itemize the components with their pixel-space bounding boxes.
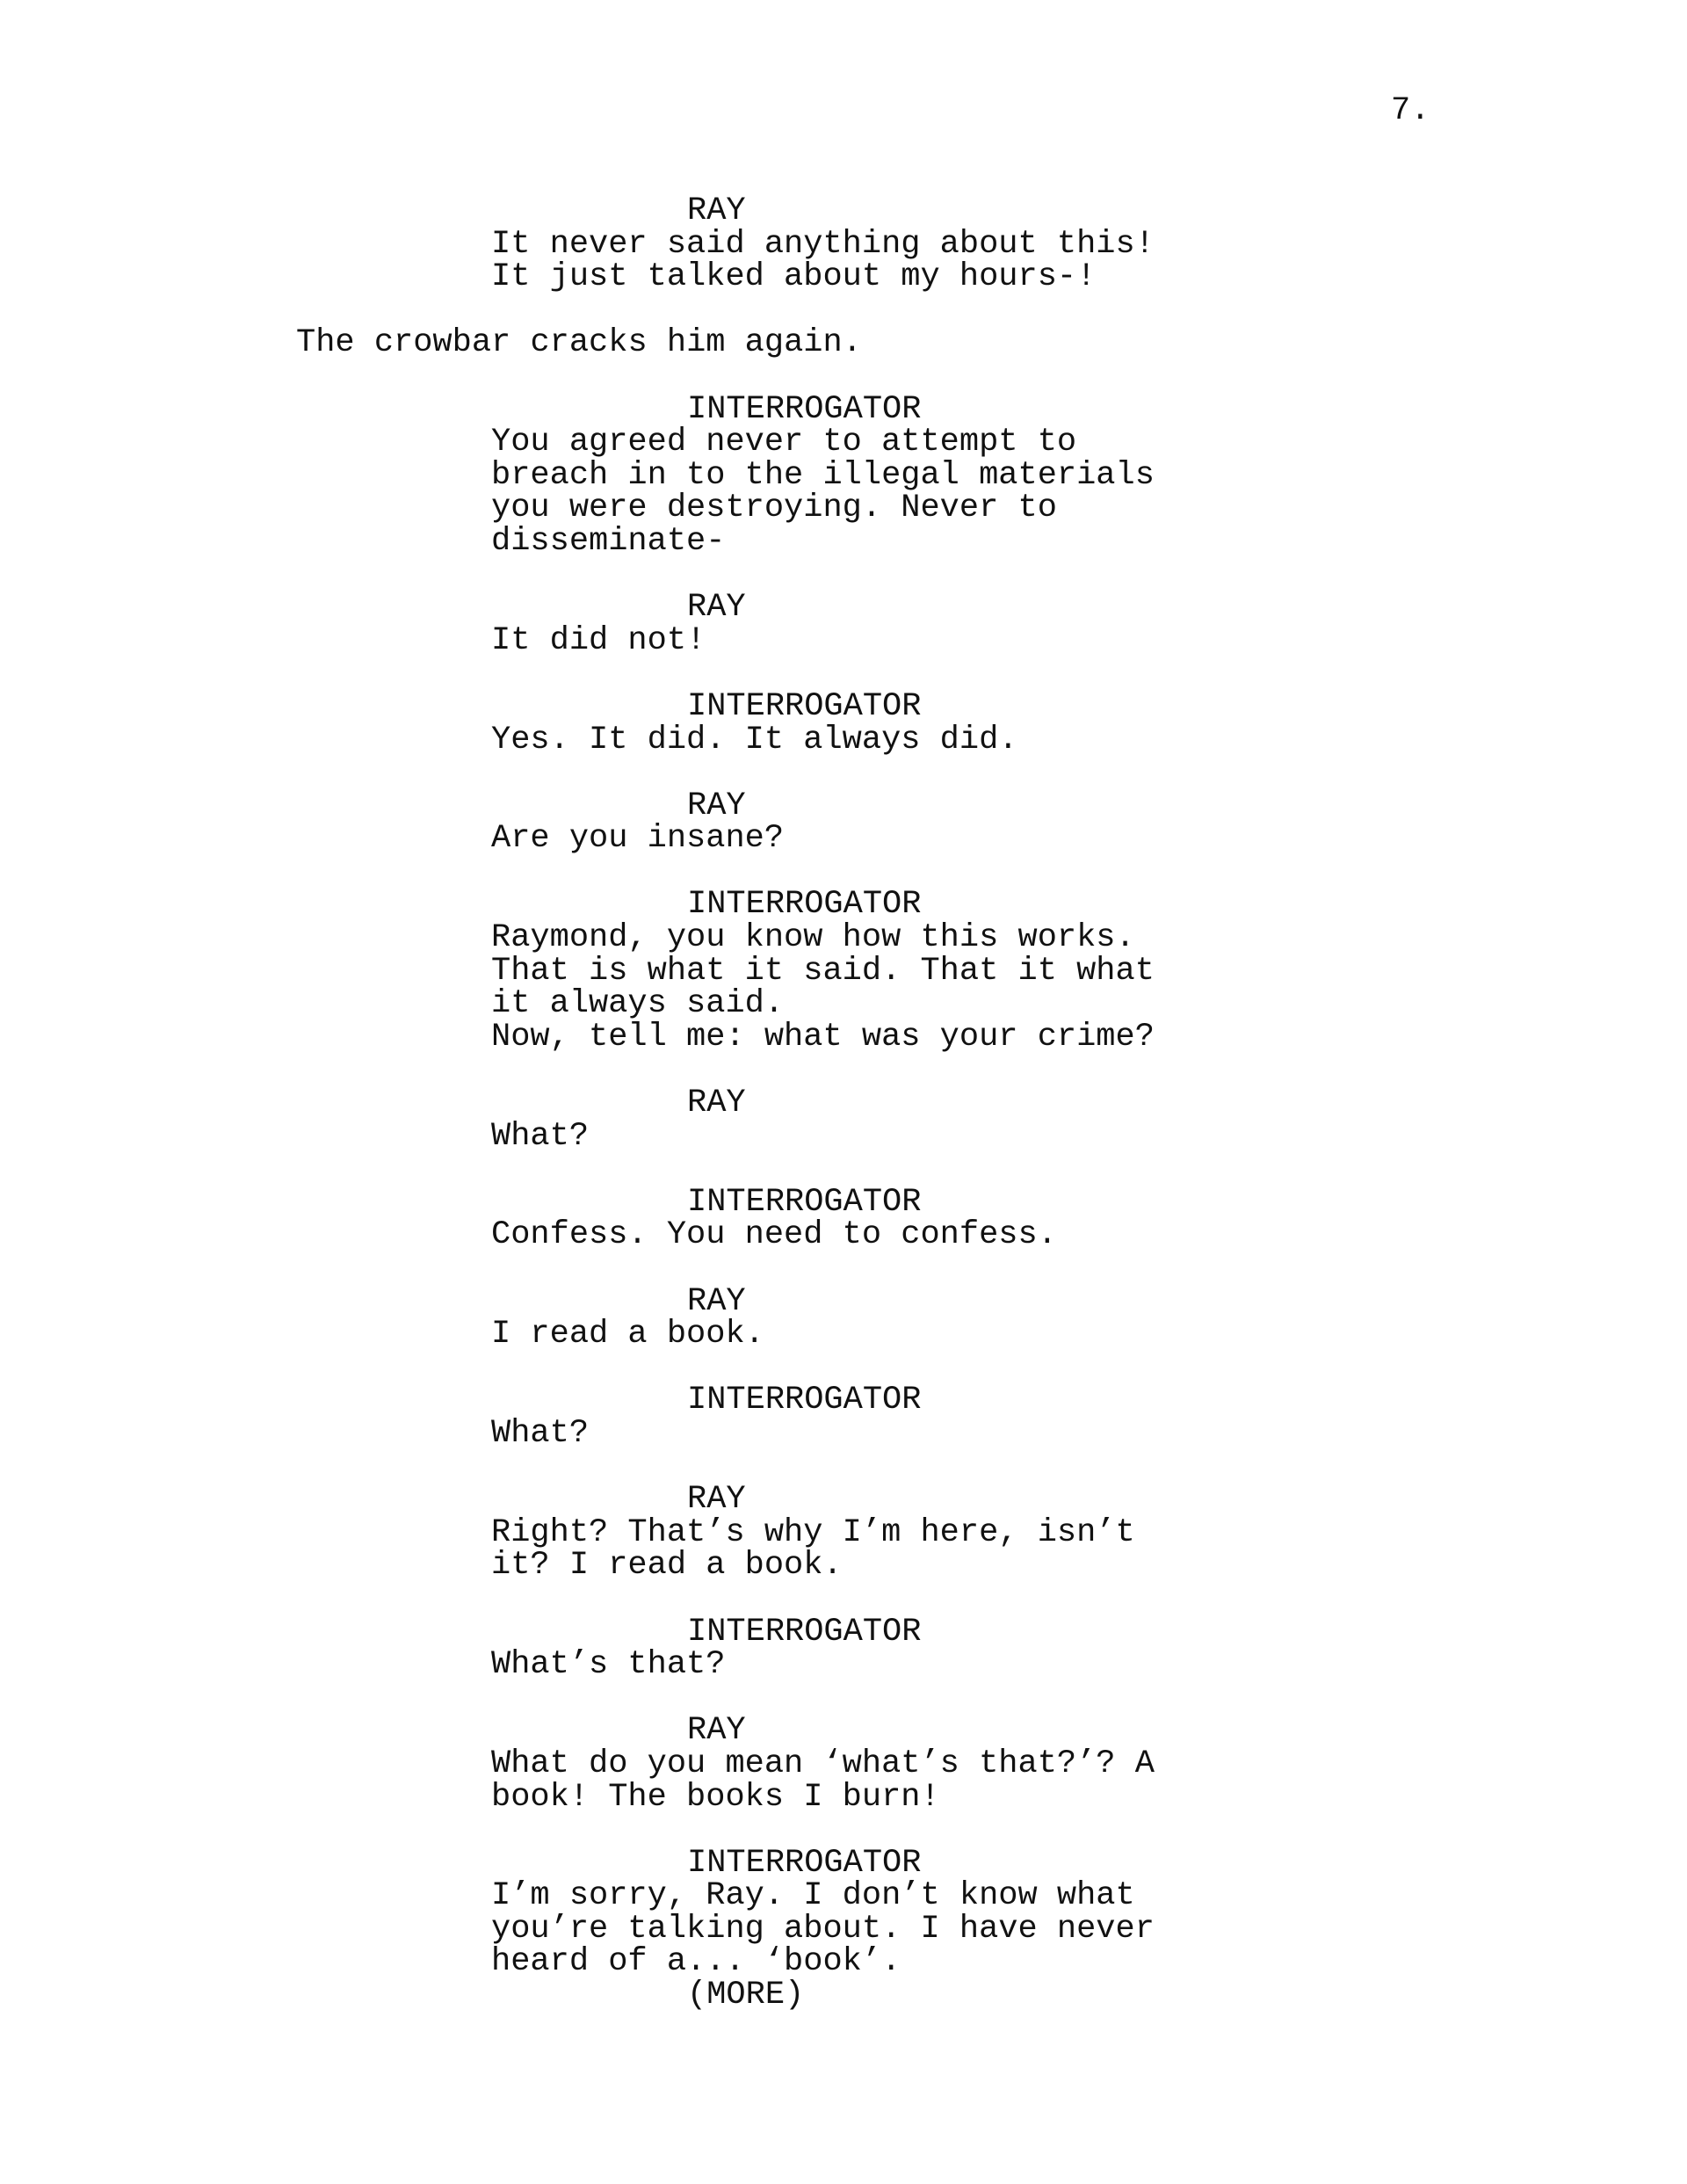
character-cue: RAY <box>687 1282 746 1320</box>
script-line <box>0 1979 1687 2013</box>
dialogue-line: you were destroying. Never to <box>491 490 1057 527</box>
script-line <box>0 360 1687 394</box>
script-line <box>0 820 1687 858</box>
dialogue-line: it always said. <box>491 985 785 1023</box>
script-line <box>0 1252 1687 1286</box>
character-cue: INTERROGATOR <box>687 1382 922 1419</box>
dialogue-line: It did not! <box>491 621 706 659</box>
dialogue-line: You agreed never to attempt to <box>491 424 1077 461</box>
dialogue-line: it? I read a book. <box>491 1547 843 1585</box>
script-line <box>0 1414 1687 1452</box>
script-line <box>0 952 1687 990</box>
script-line <box>0 1646 1687 1684</box>
dialogue-line: Are you insane? <box>491 820 785 858</box>
character-cue: INTERROGATOR <box>687 1183 922 1221</box>
script-line <box>0 621 1687 659</box>
script-line <box>0 1814 1687 1847</box>
script-line <box>0 1943 1687 1981</box>
script-line <box>0 1318 1687 1352</box>
script-line <box>0 522 1687 560</box>
dialogue-line: That is what it said. That it what <box>491 952 1155 990</box>
script-line <box>0 787 1687 824</box>
character-cue: RAY <box>687 1712 746 1750</box>
script-line <box>0 985 1687 1023</box>
dialogue-line: What do you mean ‘what’s that?’? A <box>491 1745 1155 1782</box>
script-line <box>0 1583 1687 1616</box>
script-line <box>0 721 1687 758</box>
script-line <box>0 591 1687 625</box>
character-cue: INTERROGATOR <box>687 687 922 725</box>
dialogue-line: heard of a... ‘book’. <box>491 1943 901 1981</box>
dialogue-line: It never said anything about this! <box>491 225 1155 263</box>
dialogue-line: I read a book. <box>491 1316 764 1353</box>
script-line <box>0 757 1687 790</box>
script-line <box>0 390 1687 428</box>
script-line <box>0 225 1687 263</box>
script-line <box>0 1183 1687 1221</box>
script-line <box>0 1910 1687 1948</box>
character-cue: RAY <box>687 589 746 627</box>
dialogue-line: Yes. It did. It always did. <box>491 721 1018 758</box>
character-cue: INTERROGATOR <box>687 1613 922 1651</box>
script-line <box>0 1513 1687 1551</box>
dialogue-line: What? <box>491 1117 590 1155</box>
character-cue: INTERROGATOR <box>687 886 922 924</box>
script-line <box>0 1282 1687 1320</box>
script-line <box>0 1087 1687 1121</box>
script-line <box>0 1352 1687 1385</box>
character-cue: INTERROGATOR <box>687 1844 922 1882</box>
dialogue-line: you’re talking about. I have never <box>491 1910 1155 1948</box>
dialogue-line: Confess. You need to confess. <box>491 1216 1057 1254</box>
script-line <box>0 1384 1687 1418</box>
script-line <box>0 1877 1687 1915</box>
script-line <box>0 294 1687 328</box>
action-line: The crowbar cracks him again. <box>296 324 862 362</box>
script-line <box>0 657 1687 691</box>
script-line <box>0 886 1687 924</box>
script-line <box>0 1018 1687 1056</box>
dialogue-line: breach in to the illegal materials <box>491 456 1155 494</box>
script-line <box>0 192 1687 229</box>
script-line <box>0 687 1687 725</box>
script-line <box>0 1451 1687 1484</box>
script-line <box>0 559 1687 592</box>
script-line <box>0 1549 1687 1583</box>
dialogue-line: Raymond, you know how this works. <box>491 919 1135 957</box>
character-cue: RAY <box>687 1481 746 1519</box>
screenplay-body <box>0 192 1687 2014</box>
script-line <box>0 919 1687 957</box>
character-cue: INTERROGATOR <box>687 390 922 428</box>
script-line <box>0 1054 1687 1087</box>
script-line <box>0 456 1687 494</box>
dialogue-line: disseminate- <box>491 522 726 560</box>
script-line <box>0 1117 1687 1155</box>
script-line <box>0 324 1687 362</box>
script-line <box>0 492 1687 526</box>
script-line <box>0 1712 1687 1750</box>
dialogue-line: Now, tell me: what was your crime? <box>491 1018 1155 1056</box>
dialogue-line: It just talked about my hours-! <box>491 258 1097 296</box>
script-line <box>0 1745 1687 1782</box>
character-cue: RAY <box>687 787 746 824</box>
more-marker: (MORE) <box>687 1977 805 2014</box>
dialogue-line: I’m sorry, Ray. I don’t know what <box>491 1877 1135 1915</box>
dialogue-line: What? <box>491 1414 590 1452</box>
character-cue: RAY <box>687 1085 746 1122</box>
dialogue-line: Right? That’s why I’m here, isn’t <box>491 1513 1135 1551</box>
script-line <box>0 1216 1687 1254</box>
script-line <box>0 856 1687 889</box>
script-line <box>0 1778 1687 1816</box>
dialogue-line: book! The books I burn! <box>491 1778 940 1816</box>
script-line <box>0 1844 1687 1882</box>
page-number: 7. <box>1391 92 1430 129</box>
script-line <box>0 1613 1687 1651</box>
script-line <box>0 1153 1687 1186</box>
script-line <box>0 426 1687 460</box>
character-cue: RAY <box>687 192 746 229</box>
script-line <box>0 1682 1687 1716</box>
dialogue-line: What’s that? <box>491 1646 726 1684</box>
script-line <box>0 258 1687 296</box>
script-line <box>0 1481 1687 1519</box>
